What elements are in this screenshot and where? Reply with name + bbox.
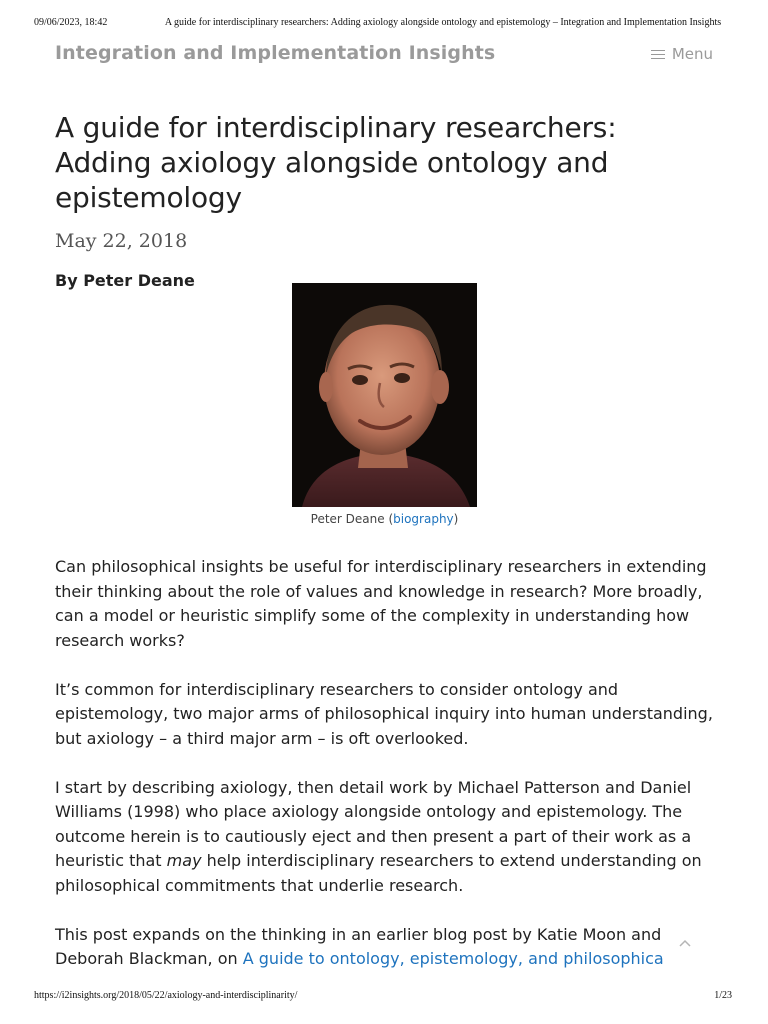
paragraph-4-text: This post expands on the thinking in an earlier blog post by Katie Moon and Deborah Blackman, on bbox=[55, 924, 662, 968]
paragraph-4 bbox=[55, 923, 715, 972]
author-photo-illustration bbox=[292, 283, 477, 507]
chevron-up-icon bbox=[679, 939, 691, 947]
print-document-title: A guide for interdisciplinary researchers: Adding axiology alongside ontology and epistemology – Integration and Implementation Insights bbox=[164, 17, 722, 28]
article-body bbox=[55, 555, 715, 996]
scroll-to-top-button[interactable] bbox=[676, 934, 694, 952]
author-figure bbox=[292, 283, 477, 526]
print-url: https://i2insights.org/2018/05/22/axiology-and-interdisciplinarity/ bbox=[34, 990, 298, 1001]
article-byline: By Peter Deane bbox=[55, 271, 195, 290]
article-date: May 22, 2018 bbox=[55, 230, 188, 252]
paragraph-3-text-a: I start by describing axiology, then detail work by Michael Patterson and Daniel Williams (1998) who place axiology alongside ontology and epistemology. The outcome herein is to cautiously eject and then present a part of their work as a heuristic that bbox=[55, 777, 692, 870]
caption-close: ) bbox=[453, 512, 459, 526]
biography-link[interactable]: biography bbox=[393, 512, 454, 526]
paragraph-3 bbox=[55, 776, 715, 899]
site-header bbox=[55, 41, 713, 69]
caption-name: Peter Deane ( bbox=[310, 512, 394, 526]
author-photo bbox=[292, 283, 477, 507]
print-footer bbox=[34, 990, 732, 1004]
menu-button[interactable] bbox=[651, 45, 713, 63]
paragraph-1: Can philosophical insights be useful for interdisciplinary researchers in extending their thinking about the role of values and knowledge in research? More broadly, can a model or heuristic simplify some of the complexity in understanding how research works? bbox=[55, 557, 707, 650]
site-title-link[interactable]: Integration and Implementation Insights bbox=[55, 42, 496, 64]
article bbox=[55, 110, 715, 968]
print-page-number: 1/23 bbox=[714, 990, 732, 1001]
paragraph-2: It’s common for interdisciplinary researchers to consider ontology and epistemology, two major arms of philosophical inquiry into human understanding, but axiology – a third major arm – is oft overlooked. bbox=[55, 679, 713, 748]
paragraph-3-text-b: help interdisciplinary researchers to extend understanding on philosophical commitments that underlie research. bbox=[55, 851, 702, 895]
print-timestamp: 09/06/2023, 18:42 bbox=[34, 17, 108, 28]
figure-caption bbox=[292, 512, 477, 526]
article-title: A guide for interdisciplinary researchers: Adding axiology alongside ontology and epistemology bbox=[55, 111, 617, 214]
hamburger-icon bbox=[651, 49, 665, 60]
paragraph-3-emphasis: may bbox=[166, 851, 202, 870]
menu-label: Menu bbox=[671, 45, 713, 63]
print-header bbox=[34, 17, 732, 31]
ontology-guide-link[interactable]: A guide to ontology, epistemology, and philosophica bbox=[242, 949, 664, 968]
